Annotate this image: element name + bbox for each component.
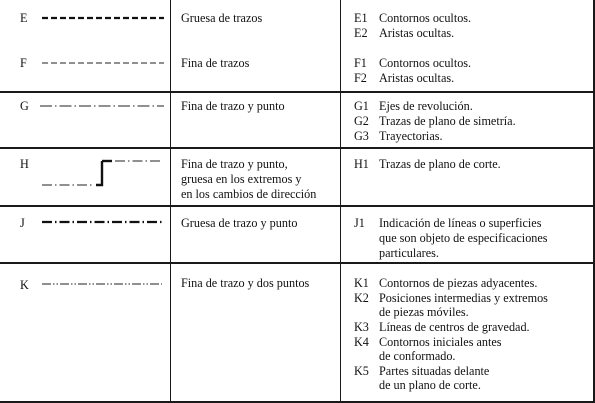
line-letter-h: H <box>20 157 29 171</box>
line-description: gruesa en los extremos y <box>181 172 302 186</box>
application-text: Líneas de centros de gravedad. <box>379 320 530 334</box>
application-code: F1 <box>354 56 367 70</box>
application-text: Aristas ocultas. <box>379 26 455 40</box>
line-description: Gruesa de trazos <box>181 11 263 25</box>
row-divider <box>0 91 595 93</box>
application-text: Posiciones intermedias y extremos <box>379 291 548 305</box>
line-letter-k: K <box>20 278 29 292</box>
row-divider <box>0 147 595 149</box>
line-description: Fina de trazo y punto <box>181 99 285 113</box>
cutting-plane-line-sample <box>40 155 170 195</box>
thick-dashed-line-sample <box>42 15 164 21</box>
application-code: E2 <box>354 26 368 40</box>
line-description: en los cambios de dirección <box>181 187 317 201</box>
application-code: G3 <box>354 129 369 143</box>
application-text: Indicación de líneas o superficies <box>379 216 542 230</box>
application-text: Partes situadas delante <box>379 364 490 378</box>
application-text: de conformado. <box>379 349 456 363</box>
application-text: Ejes de revolución. <box>379 99 473 113</box>
application-code: G2 <box>354 114 369 128</box>
application-text: Contornos iniciales antes <box>379 335 502 349</box>
application-code: E1 <box>354 11 368 25</box>
thin-dash-dot-line-sample <box>40 103 164 109</box>
thin-dashed-line-sample <box>42 60 164 66</box>
application-text: particulares. <box>379 246 439 260</box>
application-text: Trazas de plano de corte. <box>379 157 501 171</box>
thin-dash-double-dot-line-sample <box>42 281 162 287</box>
line-letter-e: E <box>20 11 28 25</box>
application-code: K2 <box>354 291 369 305</box>
column-divider-left <box>170 0 171 403</box>
application-code: H1 <box>354 157 369 171</box>
application-code: K5 <box>354 364 369 378</box>
application-text: Contornos de piezas adyacentes. <box>379 276 538 290</box>
application-code: K3 <box>354 320 369 334</box>
application-text: Trazas de plano de simetría. <box>379 114 516 128</box>
row-divider <box>0 205 595 207</box>
application-text: Aristas ocultas. <box>379 71 455 85</box>
line-letter-f: F <box>20 56 27 70</box>
application-text: de un plano de corte. <box>379 378 481 392</box>
application-code: K4 <box>354 335 369 349</box>
line-letter-g: G <box>20 99 29 113</box>
application-code: K1 <box>354 276 369 290</box>
line-description: Gruesa de trazo y punto <box>181 216 298 230</box>
application-text: de piezas móviles. <box>379 305 469 319</box>
row-divider <box>0 262 595 264</box>
thick-dash-dot-line-sample <box>42 219 164 225</box>
application-text: Contornos ocultos. <box>379 11 472 25</box>
line-description: Fina de trazo y dos puntos <box>181 276 310 290</box>
application-text: Contornos ocultos. <box>379 56 472 70</box>
application-text: Trayectorias. <box>379 129 443 143</box>
line-description: Fina de trazo y punto, <box>181 157 288 171</box>
line-letter-j: J <box>20 216 25 230</box>
column-divider-right <box>340 0 341 403</box>
application-code: G1 <box>354 99 369 113</box>
application-text: que son objeto de especificaciones <box>379 231 548 245</box>
application-code: F2 <box>354 71 367 85</box>
application-code: J1 <box>354 216 365 230</box>
line-description: Fina de trazos <box>181 56 250 70</box>
